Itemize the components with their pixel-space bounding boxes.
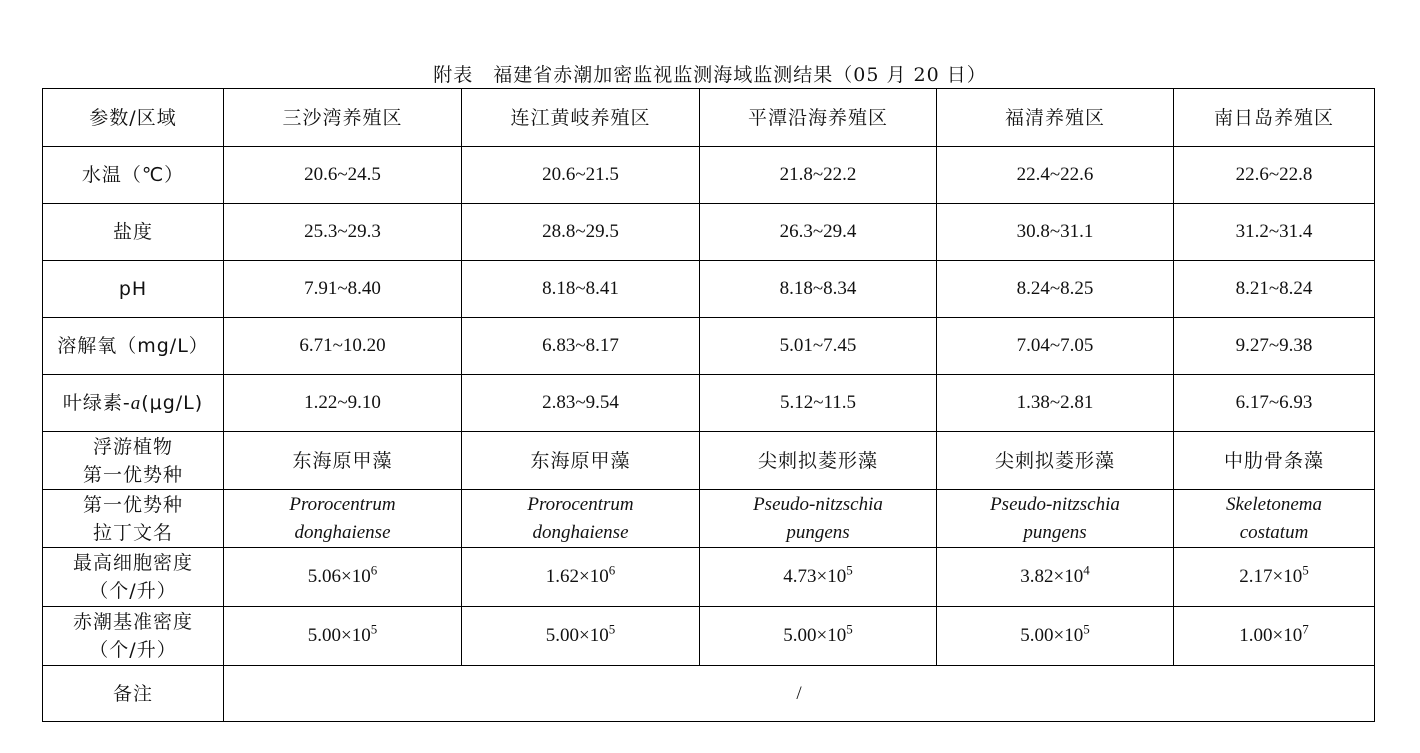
- table-cell: 28.8~29.5: [462, 204, 700, 261]
- label-line: 拉丁文名: [92, 521, 173, 544]
- table-cell: 26.3~29.4: [700, 204, 937, 261]
- table-cell: [937, 607, 1174, 666]
- table-row: [43, 204, 1375, 261]
- table-cell: 30.8~31.1: [937, 204, 1174, 261]
- latin-genus: Skeletonema: [1225, 493, 1322, 515]
- table-cell: 20.6~21.5: [462, 147, 700, 204]
- exponent: 7: [1302, 621, 1309, 637]
- mantissa: 5.00×10: [545, 625, 609, 646]
- exponent: 5: [846, 621, 853, 637]
- mantissa: 2.17×10: [1239, 566, 1303, 587]
- mantissa: 5.06×10: [307, 566, 371, 587]
- table-cell: 5.01~7.45: [700, 318, 937, 375]
- table-cell: [462, 548, 700, 607]
- header-param: 参数/区域: [43, 89, 224, 147]
- table-cell: [700, 548, 937, 607]
- header-region: 连江黄岐养殖区: [462, 89, 700, 147]
- label-line: 最高细胞密度: [72, 552, 193, 574]
- table-cell: 21.8~22.2: [700, 147, 937, 204]
- table-cell: 尖刺拟菱形藻: [700, 432, 937, 490]
- mantissa: 3.82×10: [1020, 566, 1084, 587]
- label-prefix: 叶绿素-: [62, 391, 131, 414]
- table-cell: [1174, 490, 1375, 548]
- table-cell: 1.38~2.81: [937, 375, 1174, 432]
- latin-species: donghaiense: [294, 521, 391, 543]
- table-cell: [1174, 548, 1375, 607]
- table-row: [43, 548, 1375, 607]
- table-cell: [224, 548, 462, 607]
- table-cell: 22.4~22.6: [937, 147, 1174, 204]
- header-region: 三沙湾养殖区: [224, 89, 462, 147]
- header-region: 平潭沿海养殖区: [700, 89, 937, 147]
- table-cell: 1.22~9.10: [224, 375, 462, 432]
- table-cell: 6.17~6.93: [1174, 375, 1375, 432]
- table-cell: [700, 607, 937, 666]
- label-line: 第一优势种: [82, 493, 183, 516]
- table-cell: 尖刺拟菱形藻: [937, 432, 1174, 490]
- table-cell: 6.71~10.20: [224, 318, 462, 375]
- table-cell: 2.83~9.54: [462, 375, 700, 432]
- exponent: 4: [1083, 562, 1090, 578]
- label-suffix: (μg/L): [141, 391, 204, 414]
- table-cell: 8.18~8.34: [700, 261, 937, 318]
- row-label: 盐度: [43, 204, 224, 261]
- table-cell: 9.27~9.38: [1174, 318, 1375, 375]
- remarks-cell: /: [224, 666, 1375, 722]
- latin-genus: Pseudo-nitzschia: [990, 493, 1120, 515]
- table-cell: 20.6~24.5: [224, 147, 462, 204]
- label-line: 浮游植物: [92, 435, 173, 458]
- table-row: [43, 432, 1375, 490]
- table-cell: 东海原甲藻: [224, 432, 462, 490]
- row-label: pH: [43, 261, 224, 318]
- row-label: 备注: [43, 666, 224, 722]
- label-italic: a: [130, 392, 142, 414]
- row-label: [43, 548, 224, 607]
- table-row: [43, 375, 1375, 432]
- table-cell: 8.24~8.25: [937, 261, 1174, 318]
- table-cell: [224, 607, 462, 666]
- table-row: [43, 666, 1375, 722]
- latin-genus: Prorocentrum: [527, 493, 634, 515]
- table-cell: 7.91~8.40: [224, 261, 462, 318]
- header-region: 福清养殖区: [937, 89, 1174, 147]
- label-line: 赤潮基准密度: [72, 611, 193, 633]
- latin-genus: Pseudo-nitzschia: [753, 493, 883, 515]
- mantissa: 1.62×10: [545, 566, 609, 587]
- table-caption: 附表 福建省赤潮加密监视监测海域监测结果（05 月 20 日）: [433, 64, 987, 86]
- mantissa: 1.00×10: [1239, 625, 1303, 646]
- exponent: 5: [608, 621, 616, 637]
- table-cell: 5.12~11.5: [700, 375, 937, 432]
- row-label: [43, 607, 224, 666]
- exponent: 5: [370, 621, 378, 637]
- label-line: （个/升）: [89, 639, 177, 661]
- table-cell: [937, 548, 1174, 607]
- table-cell: [1174, 607, 1375, 666]
- table-row: [43, 147, 1375, 204]
- table-cell: [937, 490, 1174, 548]
- table-cell: 31.2~31.4: [1174, 204, 1375, 261]
- table-row: [43, 607, 1375, 666]
- exponent: 5: [1302, 562, 1309, 578]
- table-cell: [462, 607, 700, 666]
- exponent: 6: [370, 562, 378, 578]
- row-label: [43, 432, 224, 490]
- table-cell: 8.18~8.41: [462, 261, 700, 318]
- table-row: [43, 490, 1375, 548]
- row-label: 溶解氧（mg/L）: [43, 318, 224, 375]
- table-cell: 7.04~7.05: [937, 318, 1174, 375]
- label-line: （个/升）: [89, 580, 177, 602]
- table-cell: 22.6~22.8: [1174, 147, 1375, 204]
- exponent: 6: [608, 562, 616, 578]
- monitoring-results-table: [42, 88, 1375, 722]
- mantissa: 4.73×10: [783, 566, 847, 587]
- table-cell: 25.3~29.3: [224, 204, 462, 261]
- mantissa: 5.00×10: [1020, 625, 1084, 646]
- latin-species: pungens: [786, 521, 850, 543]
- table-row: [43, 261, 1375, 318]
- exponent: 5: [846, 562, 853, 578]
- table-cell: 中肋骨条藻: [1174, 432, 1375, 490]
- header-row: [43, 89, 1375, 147]
- header-region: 南日岛养殖区: [1174, 89, 1375, 147]
- table-cell: 东海原甲藻: [462, 432, 700, 490]
- latin-species: costatum: [1239, 521, 1309, 543]
- table-cell: 8.21~8.24: [1174, 261, 1375, 318]
- table-cell: [462, 490, 700, 548]
- exponent: 5: [1083, 621, 1090, 637]
- row-label: 水温（℃）: [43, 147, 224, 204]
- mantissa: 5.00×10: [783, 625, 847, 646]
- label-line: 第一优势种: [82, 463, 183, 486]
- table-row: [43, 318, 1375, 375]
- table-cell: 6.83~8.17: [462, 318, 700, 375]
- latin-species: pungens: [1023, 521, 1087, 543]
- row-label: [43, 375, 224, 432]
- mantissa: 5.00×10: [307, 625, 371, 646]
- table-cell: [224, 490, 462, 548]
- row-label: [43, 490, 224, 548]
- latin-species: donghaiense: [532, 521, 629, 543]
- latin-genus: Prorocentrum: [289, 493, 396, 515]
- table-cell: [700, 490, 937, 548]
